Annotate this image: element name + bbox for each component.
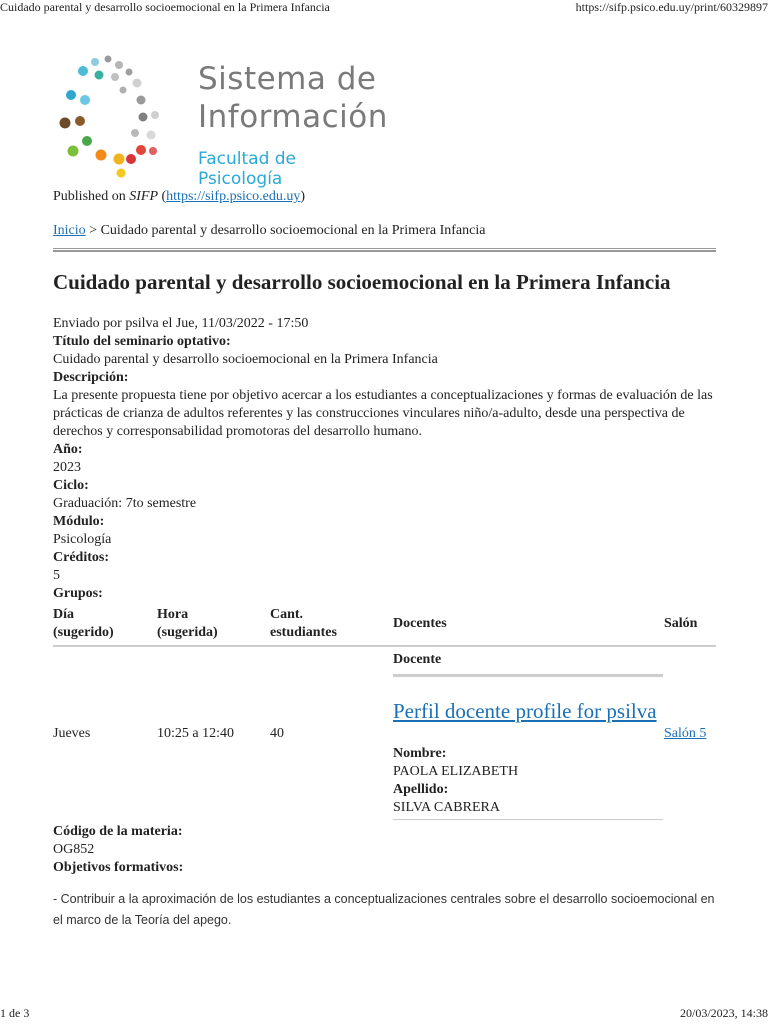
header-salon: Salón xyxy=(664,616,698,631)
codigo-value: OG852 xyxy=(53,842,95,857)
logo-title-line1: Sistema de xyxy=(198,61,377,97)
titulo-label: Título del seminario optativo: xyxy=(53,334,231,349)
breadcrumb-separator: > xyxy=(85,223,101,238)
grupos-label: Grupos: xyxy=(53,586,103,601)
print-header-title: Cuidado parental y desarrollo socioemocional en la Primera Infancia xyxy=(0,0,330,14)
nombre-label: Nombre: xyxy=(393,746,447,761)
table-row xyxy=(53,646,716,820)
logo-title-line2: Información xyxy=(198,99,388,135)
header-divider xyxy=(53,248,716,252)
objetivos-label: Objetivos formativos: xyxy=(53,860,184,875)
ciclo-label: Ciclo: xyxy=(53,478,89,493)
logo-dots-icon xyxy=(53,55,183,180)
print-footer xyxy=(0,1006,768,1024)
descripcion-label: Descripción: xyxy=(53,370,129,385)
modulo-value: Psicología xyxy=(53,532,112,547)
print-header-url: https://sifp.psico.edu.uy/print/60329897 xyxy=(575,0,768,14)
published-url-link[interactable]: https://sifp.psico.edu.uy xyxy=(166,189,301,204)
published-open: ( xyxy=(158,189,167,204)
nombre-value: PAOLA ELIZABETH xyxy=(393,764,519,779)
print-header xyxy=(0,0,768,18)
creditos-label: Créditos: xyxy=(53,550,109,565)
objetivos-text: - Contribuir a la aproximación de los estudiantes a conceptualizaciones centrales sobre el desarrollo socioemocional en el marco de la Teoría del apego. xyxy=(53,892,715,927)
titulo-value: Cuidado parental y desarrollo socioemocional en la Primera Infancia xyxy=(53,352,438,367)
modulo-label: Módulo: xyxy=(53,514,105,529)
published-close: ) xyxy=(300,189,306,204)
cell-dia: Jueves xyxy=(53,725,91,741)
page-title: Cuidado parental y desarrollo socioemocional en la Primera Infancia xyxy=(53,270,671,294)
anio-label: Año: xyxy=(53,442,83,457)
cell-salon xyxy=(664,646,716,820)
cell-docentes xyxy=(393,646,664,820)
descripcion-value: La presente propuesta tiene por objetivo acercar a los estudiantes a conceptualizaciones y formas de evaluación de las prácticas de crianza de adultos referentes y las construcciones vinculares niño/a-adulto, desde una perspectiva de derechos y corresponsabilidad promotoras del desarrollo humano. xyxy=(53,388,713,439)
header-cant: Cant. estudiantes xyxy=(270,607,337,640)
logo-subtitle: Facultad de Psicología xyxy=(198,149,297,189)
published-prefix: Published on xyxy=(53,189,130,204)
submitted-info: Enviado por psilva el Jue, 11/03/2022 - 17:50 xyxy=(53,316,309,331)
groups-table-header-row xyxy=(53,603,716,646)
header-dia: Día (sugerido) xyxy=(53,607,114,640)
page-number: 1 de 3 xyxy=(0,1006,30,1020)
apellido-value: SILVA CABRERA xyxy=(393,800,500,815)
docente-box xyxy=(393,647,663,820)
breadcrumb-current: Cuidado parental y desarrollo socioemocional en la Primera Infancia xyxy=(100,223,486,238)
cell-cant: 40 xyxy=(270,725,284,741)
docente-subheader: Docente xyxy=(393,647,663,677)
groups-table xyxy=(53,603,716,820)
header-hora: Hora (sugerida) xyxy=(157,607,218,640)
apellido-label: Apellido: xyxy=(393,782,449,797)
breadcrumb-home-link[interactable]: Inicio xyxy=(53,223,86,238)
cell-hora: 10:25 a 12:40 xyxy=(157,725,234,741)
published-site: SIFP xyxy=(129,189,158,204)
header-docentes: Docentes xyxy=(393,616,447,631)
main-content xyxy=(53,187,716,931)
breadcrumb xyxy=(53,221,716,241)
print-datetime: 20/03/2023, 14:38 xyxy=(679,1006,768,1020)
salon-link[interactable]: Salón 5 xyxy=(664,725,707,741)
anio-value: 2023 xyxy=(53,460,81,475)
creditos-value: 5 xyxy=(53,568,60,583)
published-line xyxy=(53,187,716,207)
site-logo[interactable] xyxy=(53,55,388,189)
ciclo-value: Graduación: 7to semestre xyxy=(53,496,197,511)
docente-profile-link[interactable]: Perfil docente profile for psilva xyxy=(393,699,657,723)
codigo-label: Código de la materia: xyxy=(53,824,183,839)
